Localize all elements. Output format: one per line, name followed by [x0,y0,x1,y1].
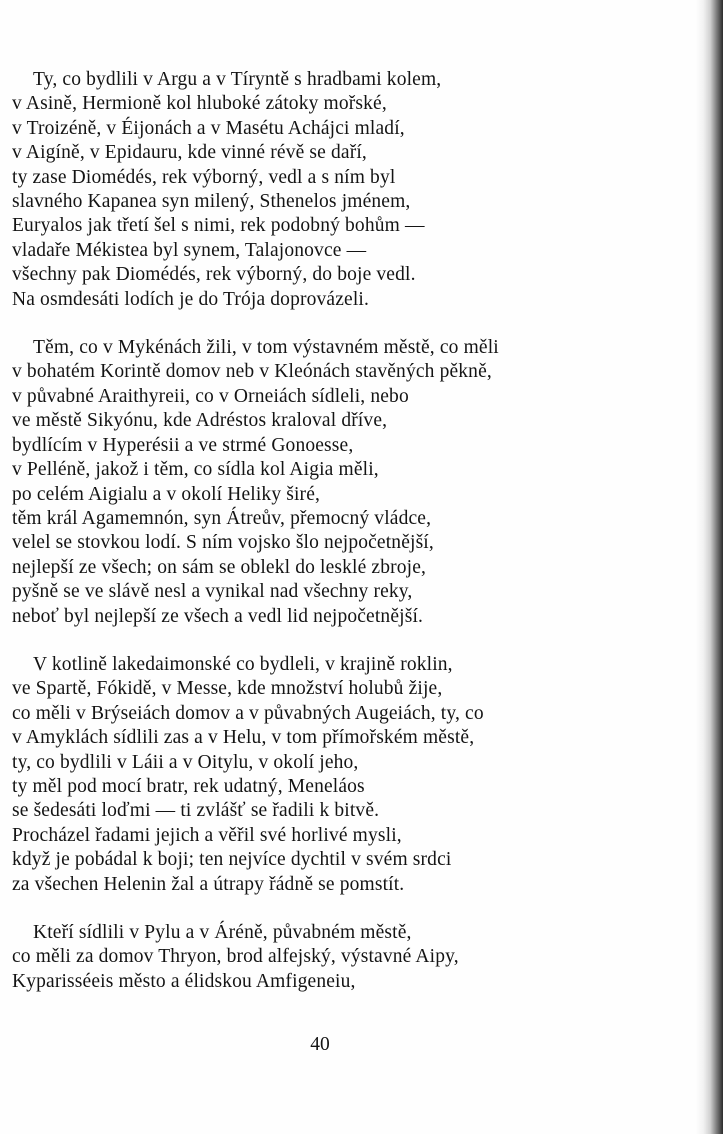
poem-line: Euryalos jak třetí šel s nimi, rek podobný bohům — [12,215,425,237]
poem-line: Těm, co v Mykénách žili, v tom výstavném městě, co měli [33,337,499,359]
poem-line: v Asině, Hermioně kol hluboké zátoky mořské, [12,93,387,115]
poem-text [12,68,652,1018]
poem-line: Kyparisséeis město a élidskou Amfigeneiu, [12,970,356,992]
poem-line: vladaře Mékistea byl synem, Talajonovce — [12,239,367,261]
poem-line: ve Spartě, Fókidě, v Messe, kde množství holubů žije, [12,678,443,700]
poem-line: za všechen Helenin žal a útrapy řádně se pomstít. [12,873,405,895]
poem-line: po celém Aigialu a v okolí Heliky širé, [12,483,321,505]
poem-line: pyšně se ve slávě nesl a vynikal nad všechny reky, [12,581,413,603]
poem-line: ty měl pod mocí bratr, rek udatný, Meneláos [12,775,365,797]
poem-line: v bohatém Korintě domov neb v Kleónách stavěných pěkně, [12,361,492,383]
stanza-4 [12,921,652,994]
stanza-2 [12,336,652,629]
poem-line: těm král Agamemnón, syn Átreův, přemocný vládce, [12,507,432,529]
stanza-3 [12,653,652,897]
poem-line: V kotlině lakedaimonské co bydleli, v krajině roklin, [33,653,453,675]
stanza-1 [12,68,652,312]
poem-line: všechny pak Diomédés, rek výborný, do boje vedl. [12,264,416,286]
poem-line: v Pelléně, jakož i těm, co sídla kol Aigia měli, [12,459,379,481]
poem-line: se šedesáti loďmi — ti zvlášť se řadili k bitvě. [12,800,380,822]
poem-line: v Aigíně, v Epidauru, kde vinné révě se daří, [12,142,367,164]
poem-line: Procházel řadami jejich a věřil své horlivé mysli, [12,824,402,846]
poem-line: Kteří sídlili v Pylu a v Áréně, půvabném městě, [33,922,412,943]
poem-line: když je pobádal k boji; ten nejvíce dychtil v svém srdci [12,849,452,871]
poem-line: v Troizéně, v Éijonách a v Masétu Achájci mladí, [12,117,405,139]
poem-line: co měli za domov Thryon, brod alfejský, výstavné Aipy, [12,946,459,968]
book-spine-shadow [695,0,723,1134]
poem-line: slavného Kapanea syn milený, Sthenelos jménem, [12,191,411,213]
poem-line: ty, co bydlili v Láii a v Oitylu, v okolí jeho, [12,751,359,773]
page-number: 40 [310,1034,330,1055]
poem-line: velel se stovkou lodí. S ním vojsko šlo nejpočetnější, [12,532,434,554]
poem-line: ty zase Diomédés, rek výborný, vedl a s ním byl [12,166,396,188]
poem-line: Ty, co bydlili v Argu a v Tíryntě s hradbami kolem, [33,69,442,90]
poem-line: ve městě Sikyónu, kde Adréstos kraloval dříve, [12,410,388,432]
poem-line: co měli v Brýseiách domov a v půvabných Augeiách, ty, co [12,702,484,724]
poem-line: v půvabné Araithyreii, co v Orneiách sídleli, nebo [12,385,409,407]
poem-line: neboť byl nejlepší ze všech a vedl lid nejpočetnější. [12,605,424,627]
poem-line: v Amyklách sídlili zas a v Helu, v tom přímořském městě, [12,727,475,749]
poem-line: bydlícím v Hyperésii a ve strmé Gonoesse, [12,434,354,456]
poem-line: Na osmdesáti lodích je do Trója doprovázeli. [12,288,369,310]
poem-line: nejlepší ze všech; on sám se oblekl do lesklé zbroje, [12,556,427,578]
